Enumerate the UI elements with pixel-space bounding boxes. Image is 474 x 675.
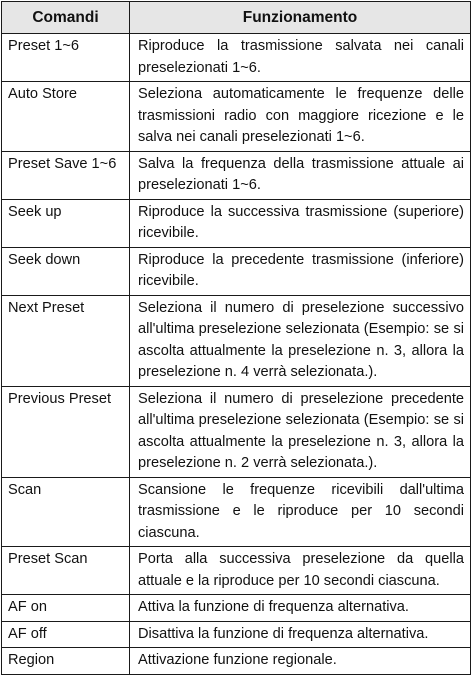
- table-row: [2, 386, 471, 477]
- table-row: [2, 82, 471, 152]
- table-row: [2, 648, 471, 675]
- table-row: [2, 547, 471, 595]
- command-cell: AF off: [2, 621, 130, 648]
- function-cell: Porta alla successiva preselezione da quella attuale e la riproduce per 10 secondi ciascuna.: [130, 547, 471, 595]
- function-cell: Seleziona automaticamente le frequenze delle trasmissioni radio con maggiore ricezione e le salva nei canali preselezionati 1~6.: [130, 82, 471, 152]
- table-row: [2, 34, 471, 82]
- function-cell: Scansione le frequenze ricevibili dall'ultima trasmissione e le riproduce per 10 secondi ciascuna.: [130, 477, 471, 547]
- table-row: [2, 199, 471, 247]
- function-cell: Riproduce la trasmissione salvata nei canali preselezionati 1~6.: [130, 34, 471, 82]
- function-cell: Disattiva la funzione di frequenza alternativa.: [130, 621, 471, 648]
- table-row: [2, 295, 471, 386]
- command-cell: Seek up: [2, 199, 130, 247]
- command-cell: Preset Save 1~6: [2, 151, 130, 199]
- command-cell: AF on: [2, 595, 130, 622]
- function-cell: Attiva la funzione di frequenza alternativa.: [130, 595, 471, 622]
- table-row: [2, 621, 471, 648]
- commands-table: [1, 1, 471, 675]
- function-cell: Attivazione funzione regionale.: [130, 648, 471, 675]
- table-row: [2, 151, 471, 199]
- header-command: Comandi: [2, 2, 130, 34]
- function-cell: Seleziona il numero di preselezione precedente all'ultima preselezione selezionata (Esempio: se si ascolta attualmente la preselezione n. 3, allora la preselezione n. 2 verrà selezionata.).: [130, 386, 471, 477]
- header-function: Funzionamento: [130, 2, 471, 34]
- command-cell: Scan: [2, 477, 130, 547]
- table-row: [2, 477, 471, 547]
- function-cell: Riproduce la successiva trasmissione (superiore) ricevibile.: [130, 199, 471, 247]
- function-cell: Riproduce la precedente trasmissione (inferiore) ricevibile.: [130, 247, 471, 295]
- command-cell: Region: [2, 648, 130, 675]
- function-cell: Salva la frequenza della trasmissione attuale ai preselezionati 1~6.: [130, 151, 471, 199]
- command-cell: Previous Preset: [2, 386, 130, 477]
- command-cell: Preset Scan: [2, 547, 130, 595]
- command-cell: Next Preset: [2, 295, 130, 386]
- command-cell: Seek down: [2, 247, 130, 295]
- header-row: [2, 2, 471, 34]
- command-cell: Auto Store: [2, 82, 130, 152]
- table-row: [2, 247, 471, 295]
- function-cell: Seleziona il numero di preselezione successivo all'ultima preselezione selezionata (Esempio: se si ascolta attualmente la preselezione n. 3, allora la preselezione n. 4 verrà selezionata.).: [130, 295, 471, 386]
- command-cell: Preset 1~6: [2, 34, 130, 82]
- table-row: [2, 595, 471, 622]
